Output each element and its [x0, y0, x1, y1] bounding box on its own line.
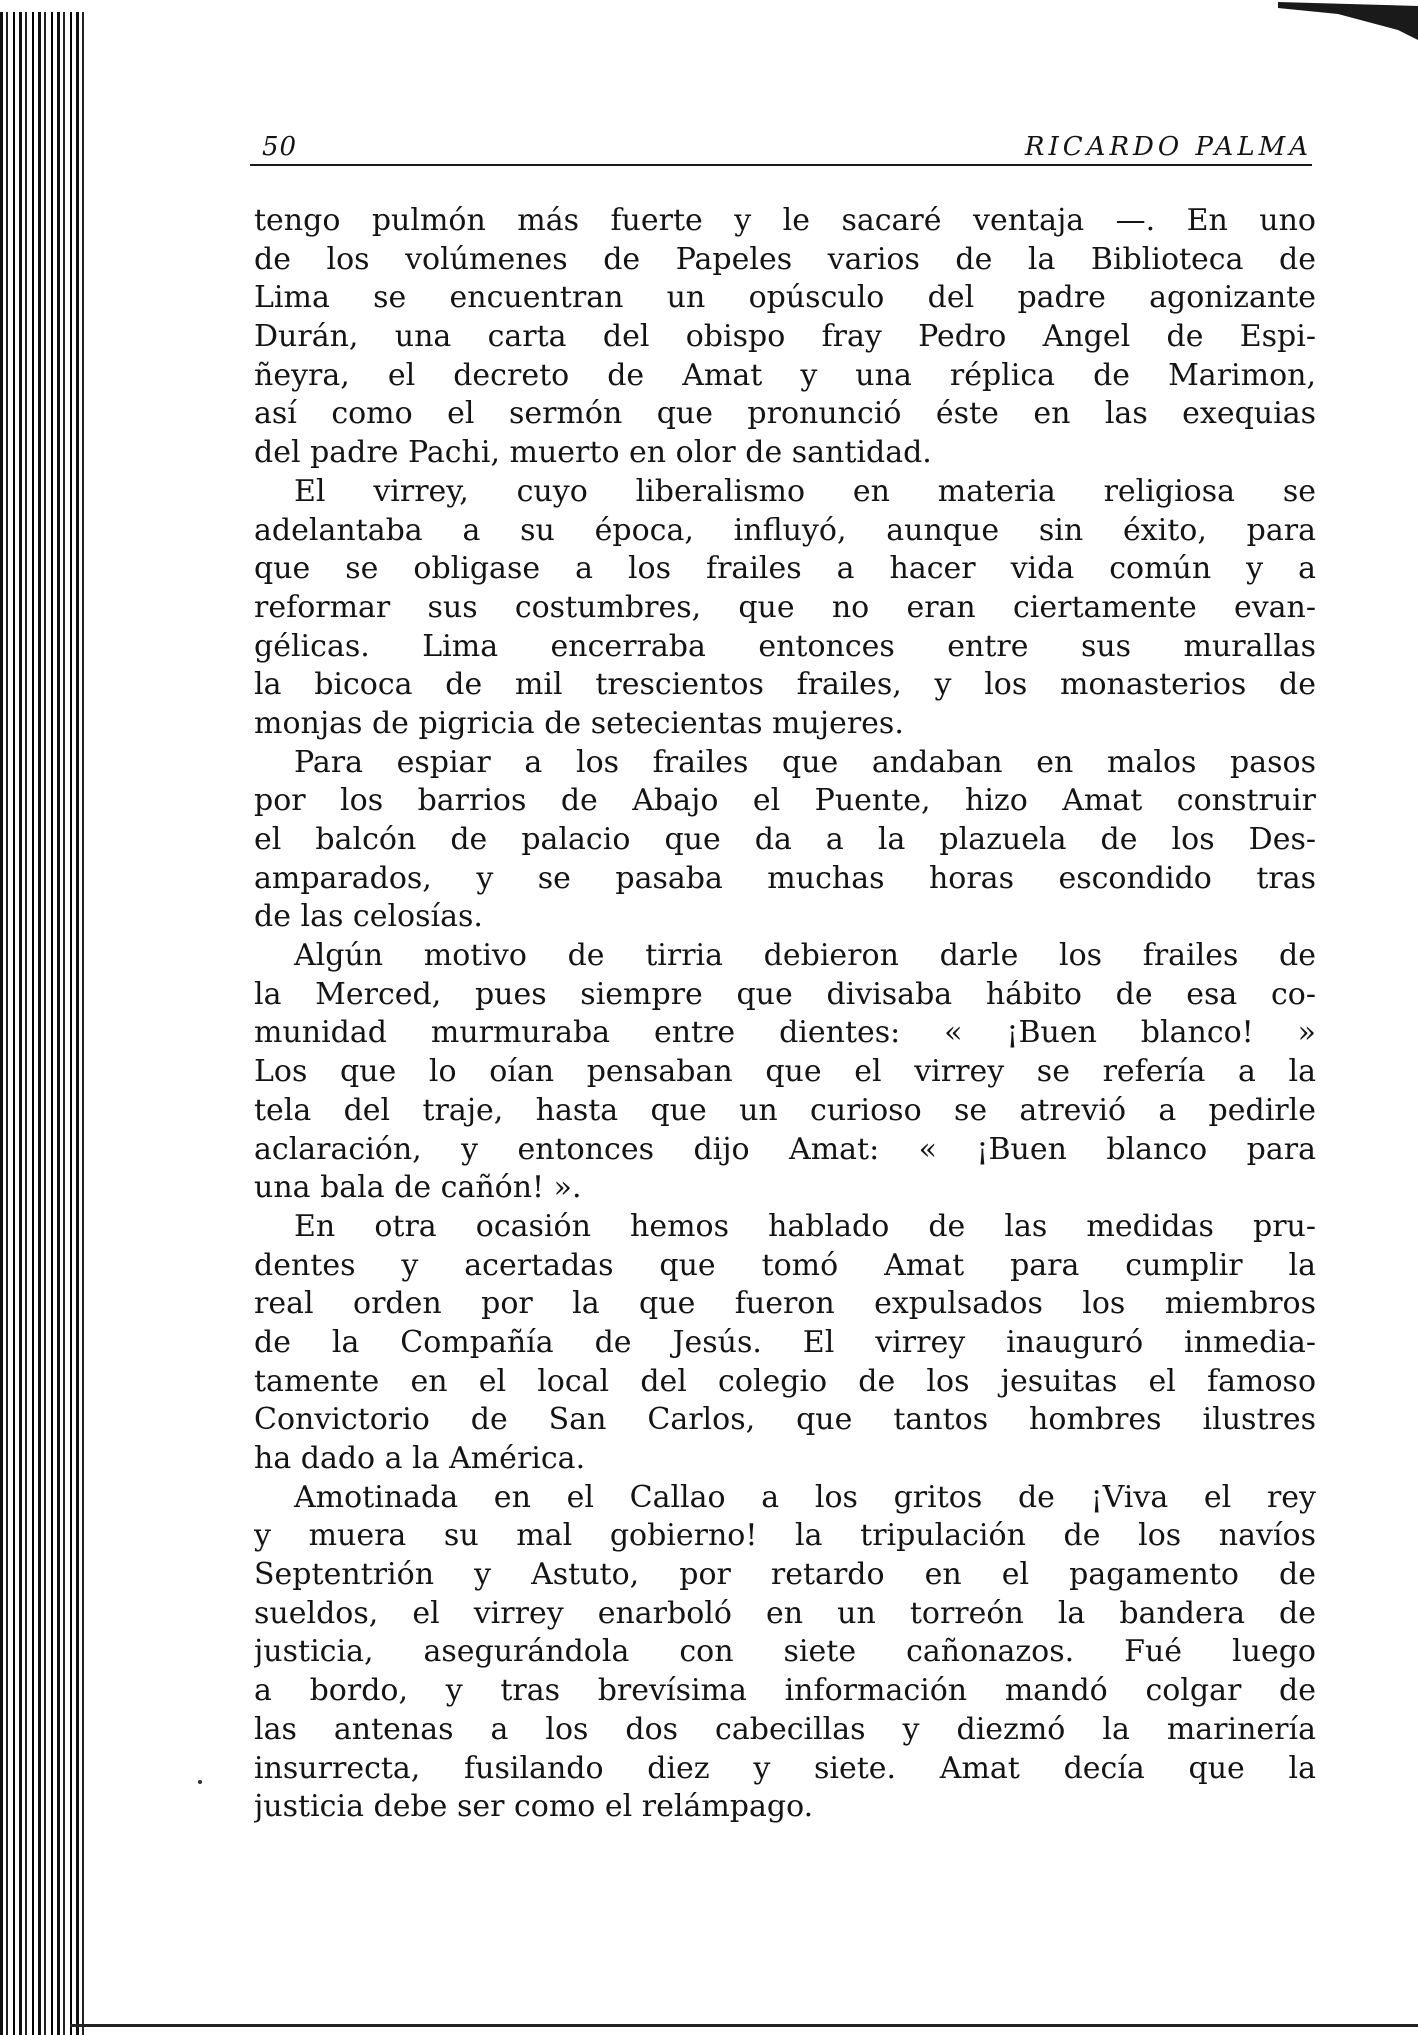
scan-speck: [198, 1780, 202, 1784]
text-line: a bordo, y tras brevísima información mandó colgar de: [254, 1673, 1316, 1709]
text-line: monjas de pigricia de setecientas mujeres.: [254, 705, 904, 741]
text-line: tamente en el local del colegio de los jesuitas el famoso: [254, 1363, 1316, 1399]
text-line: aclaración, y entonces dijo Amat: « ¡Buen blanco para: [254, 1131, 1316, 1167]
paragraph-first-line: Amotinada en el Callao a los gritos de ¡Viva el rey: [294, 1479, 1316, 1515]
text-line: munidad murmuraba entre dientes: « ¡Buen blanco! »: [254, 1015, 1316, 1051]
running-head: RICARDO PALMA: [1024, 132, 1312, 162]
gutter-top-mask: [0, 0, 86, 12]
text-line: justicia, asegurándola con siete cañonazos. Fué luego: [254, 1634, 1316, 1670]
text-line: Los que lo oían pensaban que el virrey se refería a la: [254, 1054, 1316, 1090]
text-line: Convictorio de San Carlos, que tantos hombres ilustres: [254, 1402, 1316, 1438]
text-line: la Merced, pues siempre que divisaba hábito de esa co-: [254, 976, 1316, 1012]
text-line: sueldos, el virrey enarboló en un torreón la bandera de: [254, 1595, 1316, 1631]
text-line: real orden por la que fueron expulsados los miembros: [254, 1286, 1316, 1322]
body-text: [254, 202, 1316, 1827]
text-line: del padre Pachi, muerto en olor de santidad.: [254, 435, 932, 471]
book-gutter-edge: [0, 0, 86, 2035]
text-line: que se obligase a los frailes a hacer vida común y a: [254, 551, 1316, 587]
text-line: justicia debe ser como el relámpago.: [254, 1789, 814, 1825]
text-line: tela del traje, hasta que un curioso se atrevió a pedirle: [254, 1092, 1316, 1128]
text-line: adelantaba a su época, influyó, aunque sin éxito, para: [254, 512, 1316, 548]
text-line: gélicas. Lima encerraba entonces entre sus murallas: [254, 628, 1316, 664]
text-line: una bala de cañón! ».: [254, 1170, 582, 1206]
text-line: Durán, una carta del obispo fray Pedro Angel de Espi-: [254, 319, 1316, 355]
text-line: de la Compañía de Jesús. El virrey inauguró inmedia-: [254, 1324, 1316, 1360]
text-line: tengo pulmón más fuerte y le sacaré ventaja —. En uno: [254, 203, 1316, 238]
text-line: ha dado a la América.: [254, 1441, 586, 1476]
paragraph-first-line: Algún motivo de tirria debieron darle los frailes de: [294, 938, 1316, 974]
text-line: de los volúmenes de Papeles varios de la Biblioteca de: [254, 241, 1316, 277]
text-line: insurrecta, fusilando diez y siete. Amat decía que la: [254, 1750, 1316, 1786]
text-line: por los barrios de Abajo el Puente, hizo Amat construir: [254, 783, 1316, 819]
text-line: las antenas a los dos cabecillas y diezmó la marinería: [254, 1711, 1316, 1747]
page-number: 50: [262, 132, 298, 162]
page-bottom-edge: [70, 2024, 1418, 2027]
text-line: Septentrión y Astuto, por retardo en el pagamento de: [254, 1557, 1316, 1593]
text-line: dentes y acertadas que tomó Amat para cumplir la: [254, 1247, 1316, 1283]
text-line: ñeyra, el decreto de Amat y una réplica de Marimon,: [254, 357, 1316, 393]
text-line: de las celosías.: [254, 899, 483, 935]
text-line: Lima se encuentran un opúsculo del padre agonizante: [254, 280, 1316, 316]
text-line: reformar sus costumbres, que no eran ciertamente evan-: [254, 589, 1316, 625]
text-line: así como el sermón que pronunció éste en las exequias: [254, 396, 1316, 432]
page-header: [250, 128, 1312, 166]
text-line: el balcón de palacio que da a la plazuela de los Des-: [254, 822, 1316, 857]
text-line: y muera su mal gobierno! la tripulación de los navíos: [254, 1518, 1316, 1554]
paragraph-first-line: El virrey, cuyo liberalismo en materia religiosa se: [294, 473, 1316, 509]
scan-corner-mark: [1278, 0, 1418, 44]
text-line: la bicoca de mil trescientos frailes, y los monasterios de: [254, 667, 1316, 703]
paragraph-first-line: Para espiar a los frailes que andaban en malos pasos: [294, 744, 1316, 780]
text-line: amparados, y se pasaba muchas horas escondido tras: [254, 860, 1316, 896]
paragraph-first-line: En otra ocasión hemos hablado de las medidas pru-: [294, 1208, 1316, 1244]
